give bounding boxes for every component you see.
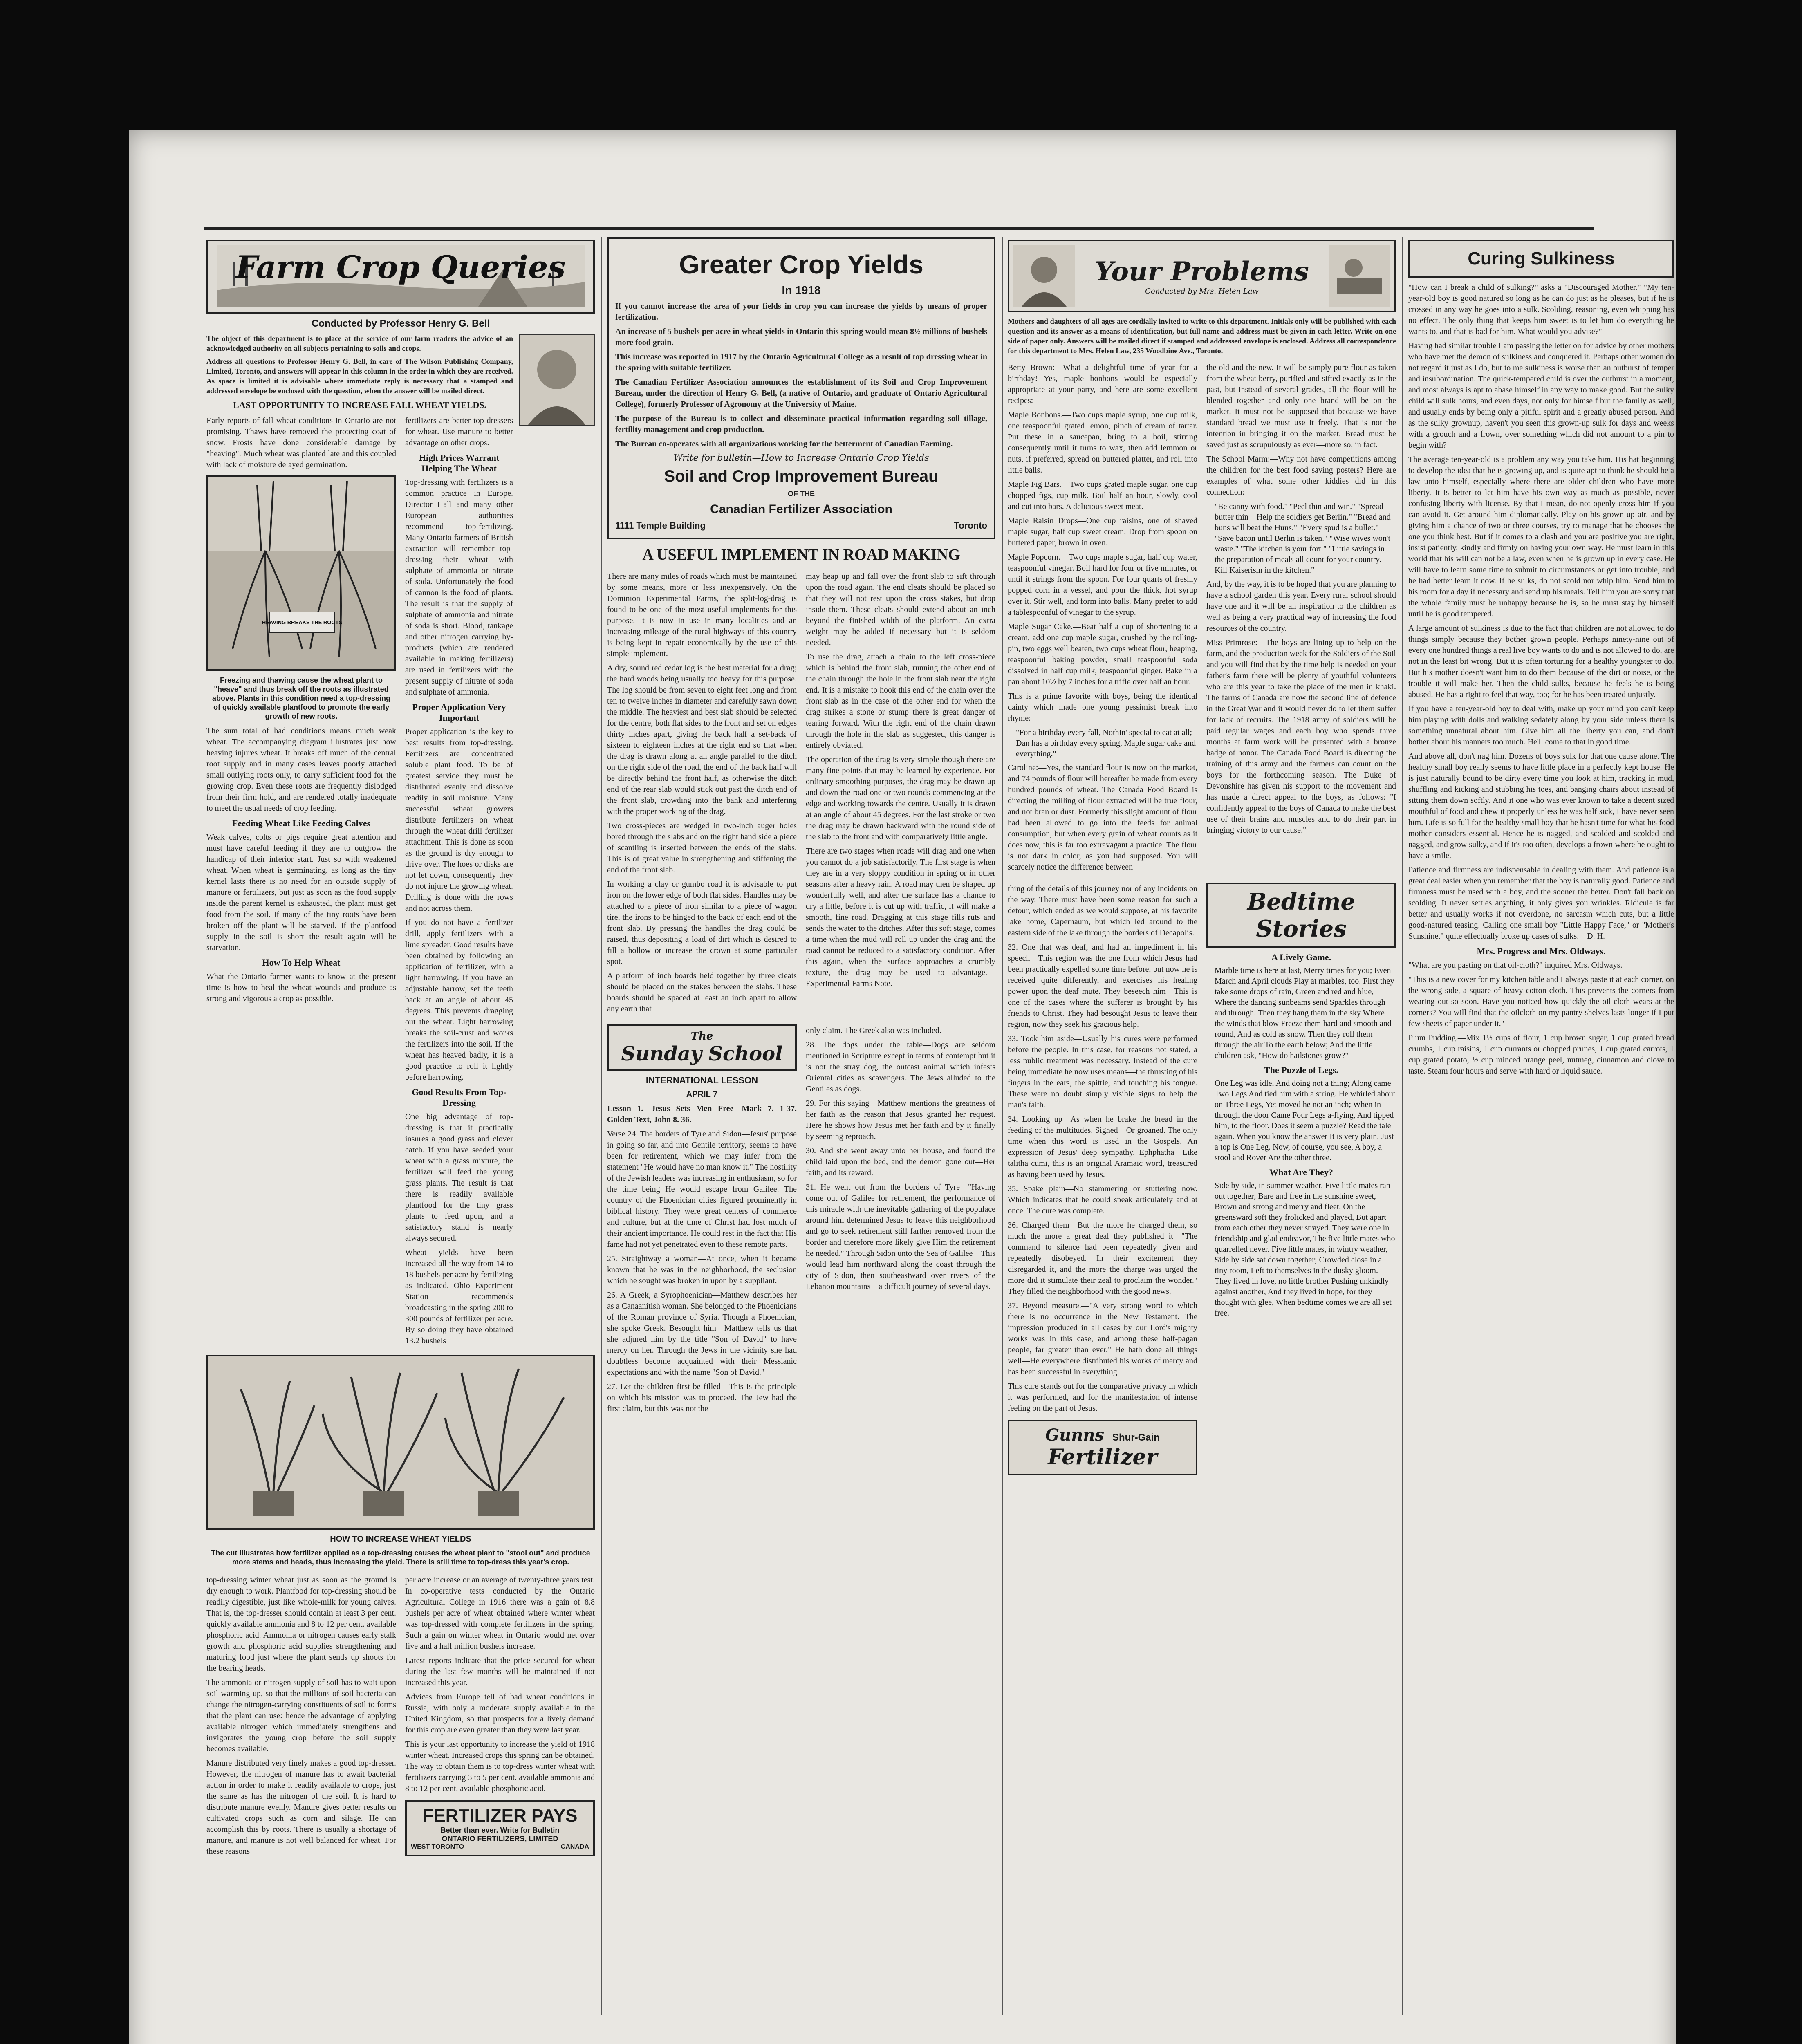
sulkiness-column (1408, 237, 1674, 2015)
farm-crop-column (206, 237, 595, 2015)
woman-portrait-icon (1013, 245, 1075, 307)
what-are-they-title: What Are They? (1269, 1167, 1333, 1177)
road-title: A USEFUL IMPLEMENT IN ROAD MAKING (642, 546, 960, 563)
your-problems-byline: Conducted by Mrs. Helen Law (1145, 287, 1259, 296)
roots-label: HEAVING BREAKS THE ROOTS (262, 619, 343, 625)
farm-subhead: Feeding Wheat Like Feeding Calves (232, 818, 371, 828)
your-problems-title: Your Problems (1095, 256, 1309, 287)
road-paragraph: The operation of the drag is very simple though there are many fine points that may be learned by experience. For ordinary smoothing purposes, the drag may be drawn up and down the road one or two rounds commencing at the edge and working towards the centre. Usually it is drawn at an angle of about 45 degrees. For the last stroke or two the drag may be drawn backward with the round side of the slab to the front and with comparatively little angle. (806, 755, 995, 841)
farm-subhead: High Prices Warrant Helping The Wheat (419, 453, 500, 473)
road-paragraph: A platform of inch boards held together by three cleats should be placed on the stakes between the slabs. These boards should be spaced at least an inch apart to allow any earth that (607, 971, 797, 1013)
crop-paragraph: The Canadian Fertilizer Association announces the establishment of its Soil and Crop Improvement Bureau, under the direction of Henry G. Bell, (a native of Ontario, and graduate of Ontario Agricultural College), formerly Professor of Agronomy at the University of Maine. (615, 378, 987, 409)
problems-paragraph: Betty Brown:—What a delightful time of year for a birthday! Yes, maple bonbons would be especially appropriate at your party, and here are some excellent recipes: (1008, 363, 1197, 405)
crop-paragraph: This increase was reported in 1917 by the Ontario Agricultural College as a result of top dressing wheat in the spring with suitable fertilizer. (615, 352, 987, 372)
lesson-paragraph: thing of the details of this journey nor of any incidents on the way. There must have been some reason for such a detour, which ended as we would suppose, at his favorite lake home, Capernaum, but which led around to the eastern side of the lake through the borders of Decapolis. (1008, 884, 1197, 937)
farm-paragraph: Early reports of fall wheat conditions in Ontario are not promising. Thaws have removed the protecting coat of snow. Frosts have done considerable damage by "heaving". Much wheat was planted late and this coupled with lack of moisture delayed germination. (206, 416, 396, 469)
problems-paragraph: Maple Raisin Drops—One cup raisins, one of shaved maple sugar, half cup sweet cream. Drop from spoon on buttered paper, brown in oven. (1008, 516, 1197, 547)
lesson-paragraph: 29. For this saying—Matthew mentions the greatness of her faith as the reason that Jesus granted her request. Here he shows how Jesus met her faith and by it finally by seeming reproach. (806, 1099, 995, 1141)
plum-pudding-recipe: Plum Pudding.—Mix 1½ cups of flour, 1 cup brown sugar, 1 cup grated bread crumbs, 1 cup raisins, 1 cup currants or chopped prunes, 1 cup grated carrots, 1 cup grated potato, ½ cup minced orange peel, nutmeg, cinnamon and clove to taste. Steam four hours and serve with hard or liquid sauce. (1408, 1033, 1674, 1076)
farm-byline: Conducted by Professor Henry G. Bell (311, 318, 490, 329)
sunday-school-masthead (607, 1024, 797, 1071)
your-problems-masthead (1008, 240, 1396, 312)
farm-paragraph: This is your last opportunity to increase the yield of 1918 winter wheat. Increased crops this spring can be obtained. The way to obtain them is to top-dress winter wheat with fertilizers carrying 3 to 5 per cent. available ammonia and 8 to 12 per cent. available phosphoric acid. (405, 1740, 595, 1793)
puzzle-of-legs-title: The Puzzle of Legs. (1264, 1065, 1339, 1075)
sulkiness-paragraph: If you have a ten-year-old boy to deal with, make up your mind you can't keep him playing with dolls and walking sedately along by your side unless there is something unnatural about him. Give him all the liberty you can, and don't bother about his manners too much. He'll come to that in good time. (1408, 704, 1674, 746)
column-rule (1002, 237, 1003, 2015)
farm-paragraph: Top-dressing with fertilizers is a common practice in Europe. Director Hall and many other European authorities recommend top-fertilizing. Many Ontario farmers of British extraction will remember top-dressing their wheat with sulphate of ammonia or nitrate of soda. Unfortunately the food of cannon is the food of plants. The result is that the supply of sulphate of ammonia and nitrate of soda is short. Blood, tankage and other nitrogen carrying by-products (which are rendered available in making fertilizers) are used in fertilizers with the present supply of nitrate of soda and sulphate of ammonia. (405, 478, 513, 697)
gunns-product: Fertilizer (1048, 1445, 1157, 1470)
heaving-roots-figure (206, 475, 396, 671)
crop-paragraph: The purpose of the Bureau is to collect and disseminate practical information regarding soil tillage, fertility management and crop production. (615, 414, 987, 434)
farm-intro-2: Address all questions to Professor Henry G. Bell, in care of The Wilson Publishing Company, Limited, Toronto, and answers will appear in this column in the order in which they are received. As space is limited it is advisable where immediate reply is necessary that a stamped and addressed envelope be enclosed with the question, when the answer will be mailed direct. (206, 357, 513, 395)
lesson-paragraph: This cure stands out for the comparative privacy in which it was performed, and for the manifestation of intense feeling on the part of Jesus. (1008, 1382, 1197, 1413)
farm-subhead: How To Help Wheat (262, 957, 341, 968)
portrait-henry-bell (519, 334, 595, 426)
wheat-yields-figure (206, 1355, 595, 1530)
farm-paragraph: Proper application is the key to best results from top-dressing. Fertilizers are concentrated soluble plant food. To be of greatest service they must be distributed evenly and dissolve readily in soil moisture. Many successful wheat growers distribute fertilizers on wheat through the wheat drill fertilizer attachment. This is done as soon as the ground is dry enough to drive over. The hoes or disks are not let down, consequently they do not injure the growing wheat. Drilling is done with the rows and not across them. (405, 727, 513, 913)
portrait-icon (520, 335, 594, 425)
fertilizer-pays-country: CANADA (560, 1843, 589, 1850)
curing-sulkiness-masthead (1408, 240, 1674, 278)
road-paragraph: In working a clay or gumbo road it is advisable to put iron on the lower edge of both flat sides. Handles may be attached to a piece of iron similar to a piece of wagon tire, the irons to be hinged to the back of each end of the front slab. By pressing the handles the drag could be raised, thus depositing a load of dirt which is desired to fill a hollow or increase the crown at some particular spot. (607, 880, 797, 966)
greater-crop-yields-ad (607, 237, 995, 539)
road-paragraph: There are many miles of roads which must be maintained by some means, more or less inexpensively. On the Dominion Experimental Farms, the split-log-drag is found to be one of the most useful implements for this purpose. It is now in use in many localities and an increasing mileage of the rural highways of this country is being kept in repair economically by the use of this simple implement. (607, 572, 797, 658)
problems-column (1008, 237, 1396, 2015)
wheat-figure-title: HOW TO INCREASE WHEAT YIELDS (330, 1535, 471, 1544)
curing-sulkiness-title: Curing Sulkiness (1468, 249, 1615, 269)
farm-paragraph: The sum total of bad conditions means much weak wheat. The accompanying diagram illustrates just how heaving injures wheat. It breaks off much of the central root supply and in many cases leaves poorly attached small outlying roots only, to carry sufficient food for the growing crop. Even these roots are frequently dislodged from their firm hold, and are rendered totally inadequate to meet the usual needs of crop feeding. (206, 726, 396, 813)
sulkiness-paragraph: A large amount of sulkiness is due to the fact that children are not allowed to do things simply because they bother grown people. Perhaps ninety-nine out of every one hundred things a real live boy wants to do and is not allowed to do, are not in the least bit wrong. But it is often torturing for a healthy youngster to do. But his mother doesn't want him to do them because of the dirt or noise, or the trouble it will make her. Then the child sulks, because he feels he is being abused. He has a right to feel that way, too; for he has been treated unjustly. (1408, 624, 1674, 699)
farm-paragraph: fertilizers are better top-dressers for wheat. Use manure to better advantage on other crops. (405, 416, 513, 447)
problems-paragraph: Maple Sugar Cake.—Beat half a cup of shortening to a cream, add one cup maple sugar, crushed by the rolling-pin, two eggs well beaten, two cups wheat flour, heaping, teaspoonful baking powder, small teaspoonful soda dissolved in half cup milk, teaspoonful ginger. Bake in a pan about 10½ by 7 inches for a trifle over half an hour. (1008, 622, 1197, 686)
column-rule (1402, 237, 1403, 2015)
farm-paragraph: The ammonia or nitrogen supply of soil has to wait upon soil warming up, so that the millions of soil bacteria can change the nitrogen-carrying constituents of soil to forms that the plant can use: hence the advantage of applying available nitrogen which immediately strengthens and invigorates the young crop before the soil supply becomes available. (206, 1678, 396, 1753)
lesson-paragraph: 31. He went out from the borders of Tyre—"Having come out of Galilee for retirement, the performance of this miracle with the inevitable gathering of the populace around him determined Jesus to leave this neighborhood and go to seek retirement still farther removed from the border and therefore more likely give Him the retirement he needed." Through Sidon unto the Sea of Galilee—This would lead him northward along the coast through the city of Sidon, then southeastward over rivers of the Lebanon mountains—a difficult journey of several days. (806, 1183, 995, 1291)
progress-oldways-title: Mrs. Progress and Mrs. Oldways. (1477, 946, 1606, 956)
gunns-subbrand: Shur-Gain (1112, 1432, 1160, 1443)
fertilizer-pays-ad (405, 1800, 595, 1856)
food-saving-slogans: "Be canny with food." "Peel thin and win." "Spread butter thin—Help the soldiers get Berlin." "Bread and buns will beat the Huns." "Every spud is a bullet." "Save bacon until Berlin is taken." "Wise wives won't waste." "The kitchen is your fort." "Little savings in the preparation of meals all count for your country. Kill Kaiserism in the kitchen." (1215, 502, 1391, 575)
household-paragraph: "What are you pasting on that oil-cloth?" inquired Mrs. Oldways. (1408, 961, 1623, 970)
lesson-paragraph: 33. Took him aside—Usually his cures were performed before the people. In this case, for reasons not stated, a less public treatment was necessary. Instead of the cure being immediate he now uses means—the thrusting of his fingers in the ears, the spittle, and touching his tongue. These were no doubt simply visible signs to help the man's faith. (1008, 1034, 1197, 1109)
puzzle-of-legs-poem: One Leg was idle, And doing not a thing; Along came Two Legs And tied him with a string. He whirled about on Three Legs, Yet moved he not an inch; When in through the door Came Four Legs a-flying, And tipped him, to the floor. Does it seem a puzzle? Read the tale again. When you know the answer It is very plain. Just a top is One Leg. Now, of course, you see, A boy, a stool and Rover Are the other three. (1215, 1079, 1396, 1162)
crop-road-column (607, 237, 995, 2015)
international-lesson: INTERNATIONAL LESSON (645, 1075, 758, 1085)
lesson-paragraph: only claim. The Greek also was included. (806, 1026, 941, 1035)
fertilizer-pays-title: FERTILIZER PAYS (422, 1806, 578, 1826)
sulkiness-paragraph: "How can I break a child of sulking?" asks a "Discouraged Mother." "My ten-year-old boy is good natured so long as he can do just as he pleases, but if he is crossed in any way he goes into a sulk. Scolding, reasoning, even whipping has no effect. The only thing that keeps him sweet is to let him do everything he wants to, and that is bad for him. What would you advise?" (1408, 283, 1674, 336)
lesson-paragraph: 37. Beyond measure.—"A very strong word to which there is no occurrence in the New Testament. The impression produced in all cases by our Lord's mighty works was in this case, and among these half-pagan people, far greater than ever." He hath done all things well—He everywhere distributed his works of mercy and has been successful in everything. (1008, 1301, 1197, 1376)
farm-paragraph: Manure distributed very finely makes a good top-dresser. However, the nitrogen of manure has to await bacterial action in order to make it readily available to crops, just the same as has the nitrogen of the soil. It is hard to distribute manure evenly. Manure gives better results on cultivated crops such as corn and silage. He can accomplish this by roots. There is usually a shortage of manure, and manure is not well balanced for wheat. For these reasons (206, 1759, 396, 1856)
farm-paragraph: Wheat yields have been increased all the way from 14 to 18 bushels per acre by fertilizing as indicated. Ohio Experiment Station recommends broadcasting in the spring 200 to 300 pounds of fertilizer per acre. By so doing they have obtained 13.2 bushels (405, 1248, 513, 1345)
bedtime-stories-masthead (1206, 883, 1396, 948)
crop-paragraph: If you cannot increase the area of your fields in crop you can increase the yields by means of proper fertilization. (615, 302, 987, 322)
lesson-paragraph: 26. A Greek, a Syrophoenician—Matthew describes her as a Canaanitish woman. She belonged to the Phoenicians of the Roman province of Syria. Though a Phoenician, she spoke Greek. Besought him—Matthew tells us that she adjured him by the title "Son of David" to have mercy on her. Through the Jews in the vicinity she had doubtless become acquainted with their Messianic expectations and with the name "Son of David." (607, 1291, 797, 1377)
lesson-paragraph: 27. Let the children first be filled—This is the principle on which his mission was to proceed. The Jew had the first claim, but this was not the (607, 1382, 797, 1413)
heaving-caption: Freezing and thawing cause the wheat plant to "heave" and thus break off the roots as illustrated above. Plants in this condition need a top-dressing of quickly available plantfood to promote the early growth of new roots. (212, 676, 391, 720)
problems-paragraph: Maple Bonbons.—Two cups maple syrup, one cup milk, one teaspoonful grated lemon, pinch of cream of tartar. Put these in a saucepan, bring to a boil, stirring consequently until it turns to wax, then add lemmon or nuts, if preferred, spread on buttered platter, and roll into little balls. (1008, 410, 1197, 475)
lesson-date: APRIL 7 (686, 1090, 718, 1099)
road-paragraph: To use the drag, attach a chain to the left cross-piece which is behind the front slab, running the other end of the chain through the hole in the front slab near the right end. It is a mistake to hook this end of the chain over the front slab as in the case of the other end for when the drag strikes a stone or stump there is great danger of tearing forward. With the right end of the chain drawn through the hole in the slab as suggested, this danger is entirely obviated. (806, 652, 995, 750)
farm-paragraph: top-dressing winter wheat just as soon as the ground is dry enough to work. Plantfood for top-dressing should be readily digestible, just like whole-milk for young calves. That is, the top-dresser should contain at least 3 per cent. quickly available ammonia and 8 to 12 per cent. available phosphoric acid. Ammonia or nitrogen causes early stalk growth and phosphoric acid supplies strengthening and maturing food just where the plant sends up shoots for the bearing heads. (206, 1576, 396, 1673)
newspaper-page (129, 130, 1676, 2044)
writing-desk-icon (1329, 245, 1390, 307)
farm-subhead: Proper Application Very Important (412, 702, 506, 723)
sunday-school-title: Sunday School (621, 1042, 783, 1065)
farm-paragraph: If you do not have a fertilizer drill, apply fertilizers with a lime spreader. Good results have been obtained by following an application of fertilizer, with a light harrowing. If you have an adjustable harrow, set the teeth back at an angle of about 45 degrees. This prevents dragging out the wheat. Light harrowing breaks the soil-crust and works the fertilizers into the soil. If the wheat has heaved badly, it is a good practice to roll it lightly before harrowing. (405, 918, 513, 1082)
bedtime-stories-title: Bedtime Stories (1247, 888, 1356, 942)
problems-paragraph: Miss Primrose:—The boys are lining up to help on the farm, and the production week for the Soldiers of the Soil and you will find that by the time help is needed on your father's farm there will be plenty of youthful volunteers who are this year to take the place of the men in khaki. The farms of Canada are now the second line of defence in the Great War and it would never do to let them suffer for lack of recruits. The 1918 army of soldiers will be paid regular wages and each boy who spends three months at farm work will be presented with a bronze badge of honor. The Canada Food Board is directing the training of this army and the farmers can count on the boys for the forthcoming season. The Duke of Devonshire has given his support to the movement and has made a direct appeal to the boys, as follows: "I confidently appeal to the boys of Canada to make the best use of their brains and muscles and to do their part in bringing victory to our cause." (1206, 638, 1396, 835)
farm-paragraph: Advices from Europe tell of bad wheat conditions in Russia, with only a moderate supply available in the United Kingdom, so that prospects for a lively demand for this crop are even greater than they were last year. (405, 1692, 595, 1735)
fertilizer-pays-line: Better than ever. Write for Bulletin (440, 1826, 560, 1834)
lesson-paragraph: 35. Spake plain—No stammering or stuttering now. Which indicates that he could speak articulately and at once. The cure was complete. (1008, 1184, 1197, 1215)
bureau-name: Soil and Crop Improvement Bureau (664, 467, 939, 485)
farm-crop-masthead (206, 240, 595, 314)
sulkiness-paragraph: And above all, don't nag him. Dozens of boys sulk for that one cause alone. The healthy small boy really seems to have little place in a perfectly kept house. He is just naturally bound to be dirty every time you look at him, tracking in mud, shuffling and kicking and stubbing his toes, and banging chairs about instead of sitting them down softly. And it one who was ever known to take a decent sized mouthful of food and chew it properly unless he was half sick, I have never seen him. Life is so full for the healthy small boy that he hasn't time for what his food mother considers essential. Hence he is nagged, and scolded and scolded and nagged, and grow sulky, and if it's too often, develops a frown where he ought to have a smile. (1408, 752, 1674, 860)
lesson-paragraph: 32. One that was deaf, and had an impediment in his speech—This region was the one from which Jesus had been practically expelled some time before, but now he is received quite differently, and exercises his healing power upon the deaf mute. They beseech him—This is one of the cases where the sufferer is brought by his friends to Christ. They had besought Jesus to leave their region, now they seek his gracious help. (1008, 943, 1197, 1029)
top-rule (204, 227, 1594, 230)
farm-paragraph: Latest reports indicate that the price secured for wheat during the last few months will be maintained if not increased this year. (405, 1656, 595, 1687)
what-are-they-poem: Side by side, in summer weather, Five little mates ran out together; Bare and free in the sunshine sweet, Brown and strong and merry and fleet. On the greensward soft they frolicked and played, But apart from each other they never strayed. They were one in friendship and glad endeavor, The five little mates who quarrelled never. Five little mates, in wintry weather, Side by side sat down together; Crowded close in a tiny room, Left to themselves in the dusky gloom. They lived in love, no little brother Pushing unkindly against another, And they lived in hope, for they thought with glee, When bedtime comes we are all set free. (1215, 1181, 1395, 1318)
lesson-reference: Lesson 1.—Jesus Sets Men Free—Mark 7. 1-37. Golden Text, John 8. 36. (607, 1104, 797, 1124)
road-paragraph: Two cross-pieces are wedged in two-inch auger holes bored through the slabs and on the right hand side a piece of scantling is inserted between the ends of the slabs. This is of great value in strengthening and stiffening the end of the front slab. (607, 821, 797, 874)
gunns-fertilizer-ad (1008, 1420, 1197, 1475)
lively-game-title: A Lively Game. (1271, 952, 1331, 962)
farm-paragraph: What the Ontario farmer wants to know at the present time is how to heal the wheat wounds and produce as strong and vigorous a crop as possible. (206, 972, 396, 1003)
farm-subhead: Good Results From Top-Dressing (412, 1087, 507, 1108)
column-rule (601, 237, 602, 2015)
fertilizer-pays-city: WEST TORONTO (411, 1843, 464, 1850)
sulkiness-paragraph: Patience and firmness are indispensable in dealing with them. And patience is a great deal easier when you remember that the boy is naturally good. Patience and firmness must be used with a boy, and the sooner the better. Don't fall back on scolding. It never settles anything, it only gives you wrinkles. Ridicule is far better and usually works if not overdone, no sarcasm which cuts, but a little good-natured teasing. Calling one small boy "Little Happy Face," or "Mother's Sunshine," quite effectually broke up cases of sulks.—D. H. (1408, 865, 1674, 941)
road-paragraph: A dry, sound red cedar log is the best material for a drag; the hard woods being usually too heavy for this purpose. The log should be from seven to eight feet long and from ten to twelve inches in diameter and carefully sawn down the middle. The heaviest and best slab should be selected for the centre, both flat sides to the front and set on edges thirty inches apart, giving the back half a set-back of sixteen to eighteen inches at the right end so that when the drag is drawn along at an angle parallel to the ditch on the right side of the road, the end of the back half will be directly behind the front half, as otherwise the ditch end of the rear slab would stick out past the ditch end of the front slab, crowding into the bank and interfering with the proper working of the drag. (607, 663, 797, 816)
household-paragraph: "This is a new cover for my kitchen table and I always paste it at each corner, on the wrong side, a square of heavy cotton cloth. This prevents the corners from wearing out so soon. Have you noticed how quickly the oil-cloth wears at the corners? You will find that the oilcloth on my pantry shelves lasts longer if I put few sheets of paper under it." (1408, 975, 1674, 1028)
road-paragraph: There are two stages when roads will drag and one when you cannot do a job satisfactorily. The first stage is when they are in a very sloppy condition in spring or in other seasons after a heavy rain. A road may then be shaped up wonderfully well, and after the surface has a chance to dry a little, before it is cut up with traffic, it will make a smooth, fine road. Dragging at this stage fills ruts and sends the water to the ditches. After this soft stage, comes a time when the mud will roll up under the drag and the road cannot be reduced to a satisfactory condition. After this again, when the surface approaches a crumbly texture, the drag may be used to advantage.—Experimental Farms Note. (806, 847, 995, 988)
problems-intro: Mothers and daughters of all ages are cordially invited to write to this department. Initials only will be published with each question and its answer as a means of identification, but full name and address must be given in each letter. Write on one side of paper only. Answers will be mailed direct if stamped and addressed envelope is enclosed. Address all correspondence for this department to Mrs. Helen Law, 235 Woodbine Ave., Toronto. (1008, 317, 1396, 355)
problems-paragraph: Maple Fig Bars.—Two cups grated maple sugar, one cup chopped figs, cup milk. Boil half an hour, slowly, cool and cut into bars. A delicious sweet meat. (1008, 480, 1197, 511)
farm-paragraph: per acre increase or an average of twenty-three years test. In co-operative tests conducted by the Ontario Agricultural College in 1916 there was a gain of 8.8 bushels per acre of wheat obtained where winter wheat was top-dressed with complete fertilizers in the spring. Such a gain on winter wheat in Ontario would net over five and a half million bushels increase. (405, 1576, 595, 1651)
sulkiness-paragraph: The average ten-year-old is a problem any way you take him. His hat beginning to develop the idea that he is growing up, and is quite apt to think he should be a law unto himself, especially where there are older children who have more liberty. It is better to let him have his own way as much as possible, never confusing liberty with license. By that I mean, do not openly cross him if you can avoid it. Get around him diplomatically. Play on his grown-up air, and by giving him a chance of two or three courses, try to manage that he chooses the one you think best. But if it comes to a clash and you are positive you are right, insist patiently, kindly and firmly on having your own way. He must learn in this world that his will can not be a law, even when he is grown up in every case. He will have to learn some time to submit to circumstances or get into trouble, and he had better learn it now. If he sulks, do not scold nor whip him. Send him to his room for a day if necessary and send up his meals. Tell him you are sorry that the whole family must be unhappy because he is, so he must stay by himself until he is good tempered. (1408, 455, 1674, 619)
farm-paragraph: Weak calves, colts or pigs require great attention and must have careful feeding if they are to outgrow the handicap of their inferior start. Just so with weakened wheat. When wheat is germinating, as long as the tiny kernel lasts there is no need for an outside supply of manure or fertilizers, but just as soon as the food supply inside the parent kernel is exhausted, the plant must get food from the soil. If many of the tiny roots have been broken off the plant will be starved. If the plantfood supply in the soil is short the result again will be starvation. (206, 833, 396, 952)
crop-paragraph: The Bureau co-operates with all organizations working for the betterment of Canadian Farming. (615, 439, 953, 448)
birthday-rhyme: "For a birthday every fall, Nothin' special to eat at all; Dan has a birthday every spring, Maple sugar cake and everything." (1016, 728, 1196, 758)
sulkiness-paragraph: Having had similar trouble I am passing the letter on for advice by other mothers who have met the demon of sulkiness and conquered it. Perhaps other women do not regard it just as I do, but to me sulkiness is worse than an outburst of temper and insubordination. The quick-tempered child is over the outburst in a moment, and most always is apt to abase himself in any way to make good. But the sulky child will sulk hours, and even days, not only for himself but the family as well, and usually ends by being only a pitiful spirit and a greatly abused person. And as the sulky grownup, haven't you seen this grown-up sulk for days and weeks with a grouch and a frown, over something which did not amount to a pin to begin with? (1408, 341, 1674, 450)
road-paragraph: may heap up and fall over the front slab to sift through upon the road again. The end cleats should be placed so that they will not rest upon the cross stakes, but drop inside them. These cleats should extend about an inch beyond the finished width of the platform. An extra weight may be added if necessary but it is seldom needed. (806, 572, 995, 647)
problems-paragraph: This is a prime favorite with boys, being the identical dainty which made one young pessimist break into rhyme: (1008, 692, 1197, 723)
bureau-of-the: OF THE (788, 490, 815, 498)
farm-intro-1: The object of this department is to place at the service of our farm readers the advice of an acknowledged authority on all subjects pertaining to soils and crops. (206, 334, 513, 352)
crop-write-line: Write for bulletin—How to Increase Ontario Crop Yields (673, 453, 929, 463)
farm-headline: LAST OPPORTUNITY TO INCREASE FALL WHEAT YIELDS. (233, 400, 487, 410)
problems-paragraph: Caroline:—Yes, the standard flour is now on the market, and 74 pounds of flour will hereafter be made from every hundred pounds of wheat. The Canada Food Board is directing the milling of flour extracted will be true flour, and not bran or dust. Formerly this slight amount of flour had been allowed to go into the feeds for animal consumption, but when every grain of wheat counts as it does now, this is far too extravagant a practice. The flour is not dark in color, as you had supposed. You will scarcely notice the difference between (1008, 763, 1197, 872)
fertilizer-pays-company: ONTARIO FERTILIZERS, LIMITED (442, 1835, 558, 1843)
lesson-paragraph: Verse 24. The borders of Tyre and Sidon—Jesus' purpose in going so far, and into Gentile territory, seems to have been for retirement, which we may infer from the statement "He would have no man know it." The hostility of the Jewish leaders was increasing in enthusiasm, so for the time being He would escape from Galilee. The country of the Phoenician cities figured prominently in biblical history. They were great centers of commerce and culture, but at the time of Christ had lost much of their ancient importance. He could rest in the fact that His fame had not yet penetrated even to these remote parts. (607, 1130, 797, 1249)
lesson-paragraph: 34. Looking up—As when he brake the bread in the feeding of the multitudes. Sighed—Or groaned. The only time when this word is used in the Gospels. An expression of Jesus' deep sympathy. Ephphatha—Like talitha cumi, this is an original Aramaic word, treasured as having been used by Jesus. (1008, 1115, 1197, 1179)
association-name: Canadian Fertilizer Association (710, 502, 892, 516)
bureau-address: 1111 Temple Building (615, 520, 706, 531)
problems-paragraph: Maple Popcorn.—Two cups maple sugar, half cup water, teaspoonful vinegar. Boil hard for four or five minutes, or until it strings from the spoon. For four quarts of freshly popped corn in a vessel, and pour the thick, hot syrup over it. Stir well, and form into balls. Many prefer to add a tablespoonful of vinegar to the syrup. (1008, 553, 1197, 617)
farm-landscape-illustration (217, 245, 585, 307)
lesson-paragraph: 30. And she went away unto her house, and found the child laid upon the bed, and the demon gone out—Her faith, and its reward. (806, 1146, 995, 1177)
gunns-brand: Gunns (1045, 1425, 1104, 1445)
roots-illustration (208, 477, 394, 669)
problems-paragraph: the old and the new. It will be simply pure flour as taken from the wheat berry, purified and sifted exactly as in the past, but instead of several grades, all the flour will be blended together and only one brand will be on the market. It must not be supposed that because we have standard bread we must use it freely. That is not the intention in bringing it on the market. Bread must be saved just as scrupulously as ever—more so, in fact. (1206, 363, 1396, 449)
sunday-school-the: The (690, 1030, 713, 1042)
crop-title: Greater Crop Yields (679, 250, 923, 279)
crop-year: In 1918 (782, 284, 821, 296)
lesson-paragraph: 25. Straightway a woman—At once, when it became known that he was in the neighborhood, the seclusion which he sought was broken in upon by a suppliant. (607, 1254, 797, 1285)
wheat-plants-illustration (208, 1356, 593, 1528)
problems-paragraph: The School Marm:—Why not have competitions among the children for the best food saving posters? Here are examples of what some other kiddies did in this connection: (1206, 455, 1396, 497)
lesson-paragraph: 28. The dogs under the table—Dogs are seldom mentioned in Scripture except in terms of contempt but it is not the stray dog, the outcast animal which infests Oriental cities as scavengers. The Jews alluded to the Gentiles as dogs. (806, 1040, 995, 1094)
bureau-city: Toronto (954, 520, 987, 531)
farm-paragraph: One big advantage of top-dressing is that it practically insures a good grass and clover catch. If you have seeded your wheat with a grass mixture, the fertilizer will feed the young grass plants. The result is that there is readily available plantfood for the tiny grass plants to feed upon, and a satisfactory stand is nearly always secured. (405, 1112, 513, 1243)
wheat-figure-caption: The cut illustrates how fertilizer applied as a top-dressing causes the wheat plant to "stool out" and produce more stems and heads, thus increasing the yield. There is still time to top-dress this year's crop. (211, 1549, 590, 1566)
farm-crop-title: Farm Crop Queries (235, 249, 566, 285)
lively-game-poem: Marble time is here at last, Merry times for you; Even March and April clouds Play at marbles, too. First they take some drops of rain, Green and red and blue, Where the dancing sunbeams send Sparkles through and through. Then they hang them in the sky Where the winds that blow Freeze them hard and smooth and round, And as cold as snow. Then they roll them through the air To the earth below; And the little children ask, "How do hailstones grow?" (1215, 966, 1394, 1060)
lesson-paragraph: 36. Charged them—But the more he charged them, so much the more a great deal they published it—"The command to silence had been repeatedly given and repeatedly disobeyed. In their excitement they disregarded it, and the more the charge was urged the more did it stimulate their zeal to proclaim the wonder." They filled the neighborhood with the good news. (1008, 1221, 1197, 1296)
problems-paragraph: And, by the way, it is to be hoped that you are planning to have a school garden this year. Every rural school should have one and it will be an inspiration to the children as well as being a very practical way of increasing the food resources of the country. (1206, 580, 1396, 633)
crop-paragraph: An increase of 5 bushels per acre in wheat yields in Ontario this spring would mean 8½ millions of bushels more food grain. (615, 327, 987, 347)
